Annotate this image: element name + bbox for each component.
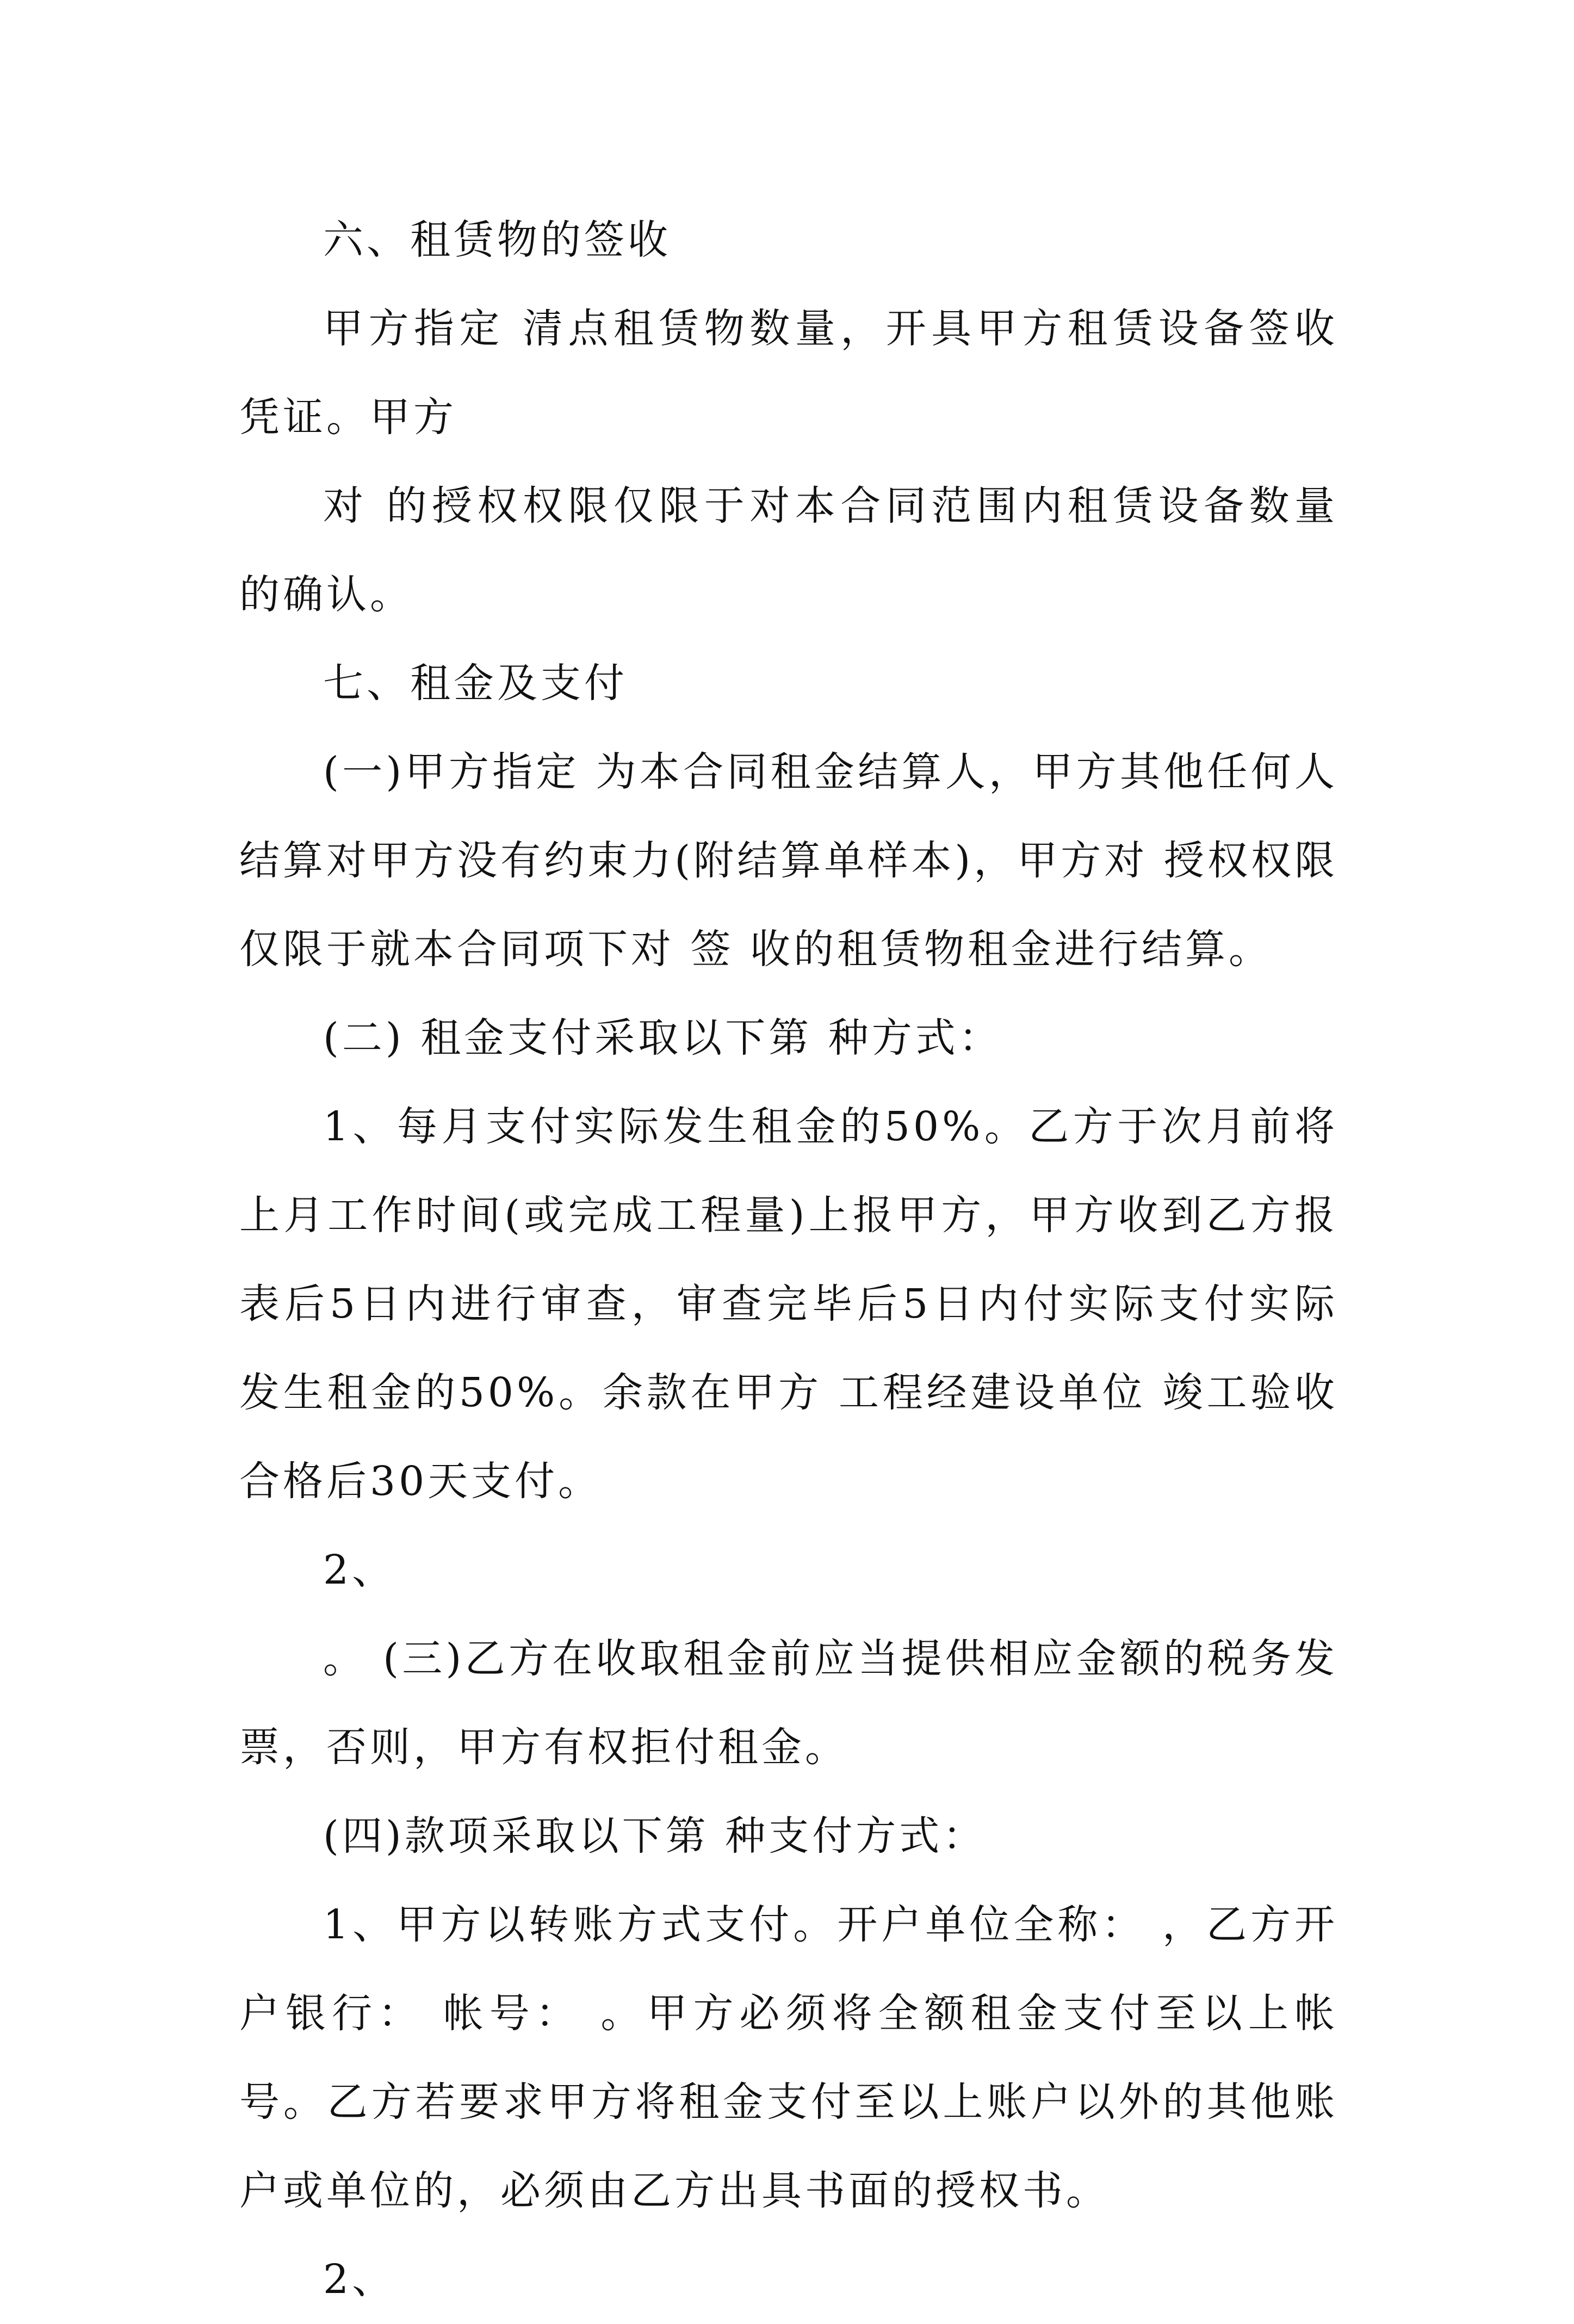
paragraph: 1、甲方以转账方式支付。开户单位全称： ，乙方开户银行： 帐号： 。甲方必须将全额租金支付至以上帐号。乙方若要求甲方将租金支付至以上账户以外的其他账户或单位的，必须由乙方出具书面的授权书。 [239,1901,1338,2214]
paragraph: (四)款项采取以下第 种支付方式： [323,1813,987,1859]
paragraph: 1、每月支付实际发生租金的50%。乙方于次月前将上月工作时间(或完成工程量)上报甲方，甲方收到乙方报表后5日内进行审查，审查完毕后5日内付实际支付实际发生租金的50%。余款在甲方 工程经建设单位 竣工验收合格后30天支付。 [239,1103,1338,1505]
paragraph: (一)甲方指定 为本合同租金结算人，甲方其他任何人结算对甲方没有约束力(附结算单样本)，甲方对 授权权限仅限于就本合同项下对 签 收的租赁物租金进行结算。 [239,749,1338,973]
paragraph: (二) 租金支付采取以下第 种方式： [323,1015,1002,1061]
document-body [239,196,1338,2324]
section-heading-6: 六、租赁物的签收 [323,217,671,263]
paragraph: 对 的授权权限仅限于对本合同范围内租赁设备数量的确认。 [239,483,1338,618]
paragraph: 甲方指定 清点租赁物数量，开具甲方租赁设备签收凭证。甲方 [239,305,1338,441]
paragraph: 。 (三)乙方在收取租金前应当提供相应金额的税务发票，否则，甲方有权拒付租金。 [239,1635,1338,1771]
section-heading-7: 七、租金及支付 [323,660,628,707]
paragraph: 2、 [323,2256,396,2303]
paragraph: 2、 [323,1547,396,1593]
